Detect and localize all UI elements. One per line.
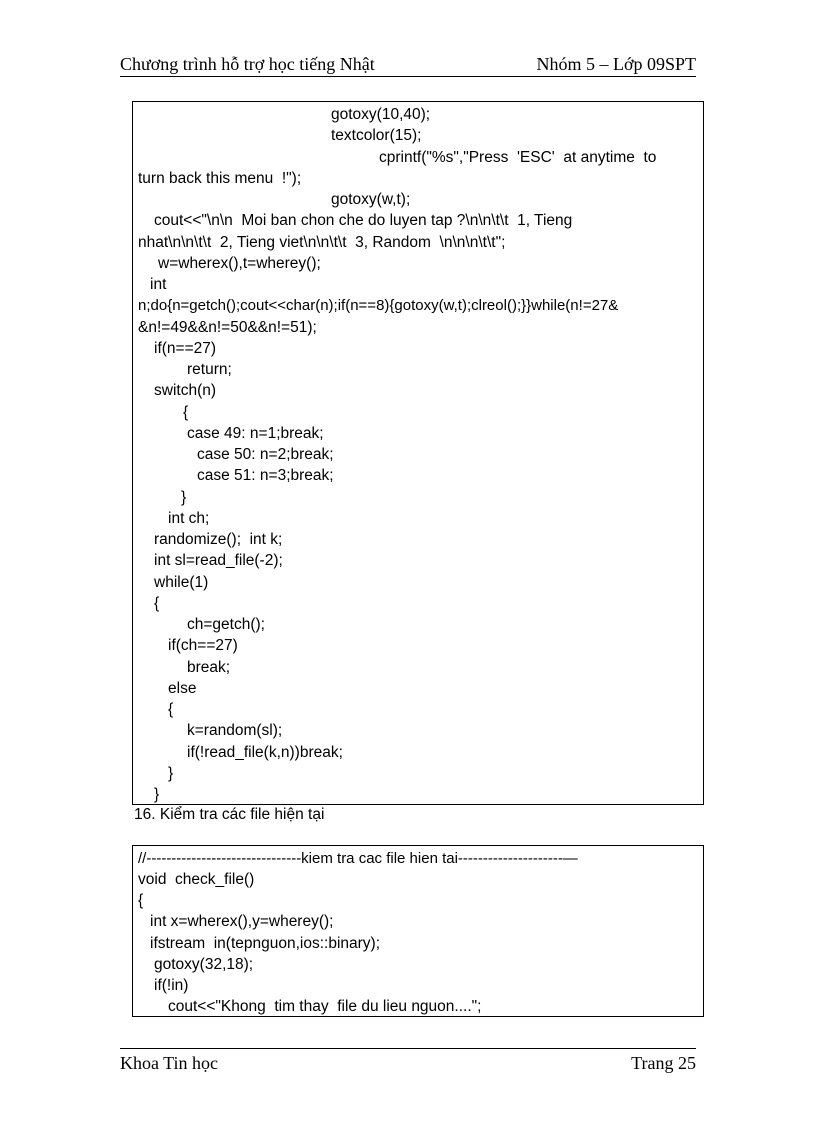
code-line: else [168, 680, 197, 697]
code-line: while(1) [154, 574, 209, 591]
code-line: &n!=49&&n!=50&&n!=51); [138, 319, 317, 336]
code-line: //-------------------------------kiem tra cac file hien tai---------------------— [138, 850, 578, 867]
code-line: randomize(); int k; [154, 531, 283, 548]
section-title: 16. Kiểm tra các file hiện tại [134, 806, 325, 823]
code-line: nhat\n\n\t\t 2, Tieng viet\n\n\t\t 3, Random \n\n\n\t\t"; [138, 234, 506, 251]
header-group: Nhóm 5 – Lớp 09SPT [536, 54, 696, 74]
code-line: int ch; [168, 510, 210, 527]
footer-department: Khoa Tin học [120, 1053, 219, 1073]
code-line: } [181, 489, 187, 506]
code-line: gotoxy(w,t); [331, 191, 411, 208]
code-line: ifstream in(tepnguon,ios::binary); [150, 935, 381, 952]
code-line: w=wherex(),t=wherey(); [158, 255, 321, 272]
code-line: return; [187, 361, 232, 378]
page-footer [120, 1048, 696, 1075]
code-line: break; [187, 659, 231, 676]
code-block-1 [132, 101, 704, 805]
header-title: Chương trình hỗ trợ học tiếng Nhật [120, 54, 375, 74]
code-line: { [183, 404, 189, 421]
code-line: k=random(sl); [187, 722, 283, 739]
code-line: cout<<"\n\n Moi ban chon che do luyen tap ?\n\n\t\t 1, Tieng [154, 212, 573, 229]
code-line: } [168, 765, 174, 782]
code-line: turn back this menu !"); [138, 170, 302, 187]
code-line: { [138, 892, 144, 909]
code-line: void check_file() [138, 871, 255, 888]
page-header [120, 52, 696, 77]
code-line: } [154, 786, 160, 803]
code-line: if(ch==27) [168, 637, 238, 654]
code-line: ch=getch(); [187, 616, 265, 633]
code-line: gotoxy(10,40); [331, 106, 431, 123]
code-line: cout<<"Khong tim thay file du lieu nguon...."; [168, 998, 482, 1015]
code-line: int x=wherex(),y=wherey(); [150, 913, 334, 930]
code-line: if(!read_file(k,n))break; [187, 744, 343, 761]
code-line: case 50: n=2;break; [197, 446, 334, 463]
code-line: int [150, 276, 167, 293]
code-line: if(!in) [154, 977, 189, 994]
code-line: { [154, 595, 160, 612]
code-line: cprintf("%s","Press 'ESC' at anytime to [379, 149, 657, 166]
code-line: if(n==27) [154, 340, 217, 357]
code-line: n;do{n=getch();cout<<char(n);if(n==8){gotoxy(w,t);clreol();}}while(n!=27& [138, 297, 619, 314]
code-block-2 [132, 845, 704, 1017]
code-line: int sl=read_file(-2); [154, 552, 283, 569]
code-line: switch(n) [154, 382, 217, 399]
footer-page-number: Trang 25 [631, 1053, 696, 1073]
code-line: { [168, 701, 174, 718]
code-line: textcolor(15); [331, 127, 422, 144]
code-line: gotoxy(32,18); [154, 956, 254, 973]
code-line: case 51: n=3;break; [197, 467, 334, 484]
code-line: case 49: n=1;break; [187, 425, 324, 442]
